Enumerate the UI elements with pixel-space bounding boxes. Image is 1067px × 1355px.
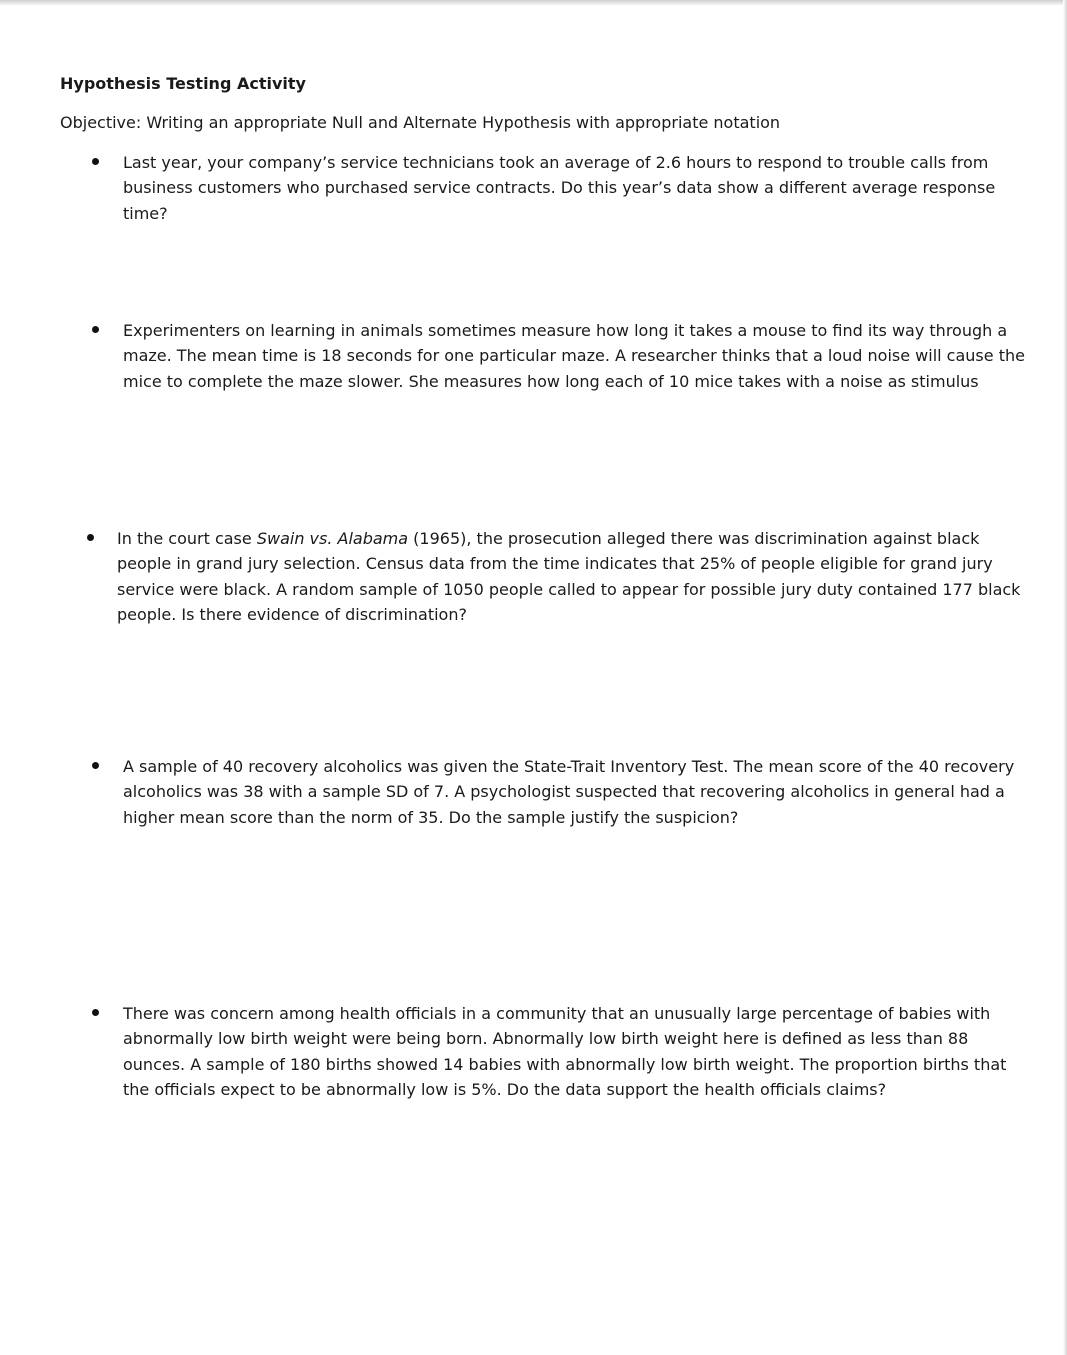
- question-3-line-1-prefix: In the court case: [117, 529, 257, 548]
- question-2-text: [123, 318, 1025, 394]
- question-4-line-1: A sample of 40 recovery alcoholics was given the State-Trait Inventory Test. The mean score of the 40 recovery: [123, 757, 1015, 776]
- bullet-icon: [92, 326, 99, 333]
- page-right-edge: [1063, 0, 1067, 1355]
- case-name: Swain vs. Alabama: [256, 529, 409, 548]
- question-1-line-3: time?: [123, 203, 168, 223]
- question-1-line-1: Last year, your company’s service technicians took an average of 2.6 hours to respond to trouble calls from: [123, 153, 989, 172]
- question-3-line-1-suffix: (1965), the prosecution alleged there was discrimination against black: [408, 529, 980, 548]
- bullet-icon: [92, 762, 99, 769]
- page-title: Hypothesis Testing Activity: [60, 74, 306, 93]
- bullet-icon: [87, 534, 94, 541]
- question-3-line-1: [117, 526, 1020, 551]
- question-4-text: [123, 754, 1014, 830]
- question-5-line-1: There was concern among health officials in a community that an unusually large percentage of babies with: [123, 1004, 991, 1023]
- question-5-text: [123, 1001, 1006, 1102]
- question-5-line-4: the officials expect to be abnormally low is 5%. Do the data support the health officials claims?: [123, 1079, 887, 1099]
- question-3-line-4: people. Is there evidence of discrimination?: [117, 604, 467, 624]
- question-3-line-3: service were black. A random sample of 1050 people called to appear for possible jury duty contained 177 black: [117, 579, 1021, 599]
- question-1-line-2: business customers who purchased service contracts. Do this year’s data show a different average response: [123, 178, 996, 198]
- question-4-line-2: alcoholics was 38 with a sample SD of 7. A psychologist suspected that recovering alcoholics in general had a: [123, 782, 1005, 802]
- question-5-line-3: ounces. A sample of 180 births showed 14 babies with abnormally low birth weight. The proportion births that: [123, 1054, 1007, 1074]
- bullet-icon: [92, 1009, 99, 1016]
- page-top-edge: [0, 0, 1067, 6]
- question-1-text: [123, 150, 995, 226]
- question-4-line-3: higher mean score than the norm of 35. Do the sample justify the suspicion?: [123, 807, 739, 827]
- question-3-line-2: people in grand jury selection. Census data from the time indicates that 25% of people eligible for grand jury: [117, 554, 993, 574]
- question-2-line-1: Experimenters on learning in animals sometimes measure how long it takes a mouse to find its way through a: [123, 321, 1008, 340]
- bullet-icon: [92, 158, 99, 165]
- question-5-line-2: abnormally low birth weight were being born. Abnormally low birth weight here is defined as less than 88: [123, 1029, 969, 1049]
- question-2-line-3: mice to complete the maze slower. She measures how long each of 10 mice takes with a noise as stimulus: [123, 371, 979, 391]
- question-2-line-2: maze. The mean time is 18 seconds for one particular maze. A researcher thinks that a loud noise will cause the: [123, 346, 1025, 366]
- question-3-text: [117, 526, 1020, 627]
- objective-text: Objective: Writing an appropriate Null and Alternate Hypothesis with appropriate notation: [60, 113, 781, 132]
